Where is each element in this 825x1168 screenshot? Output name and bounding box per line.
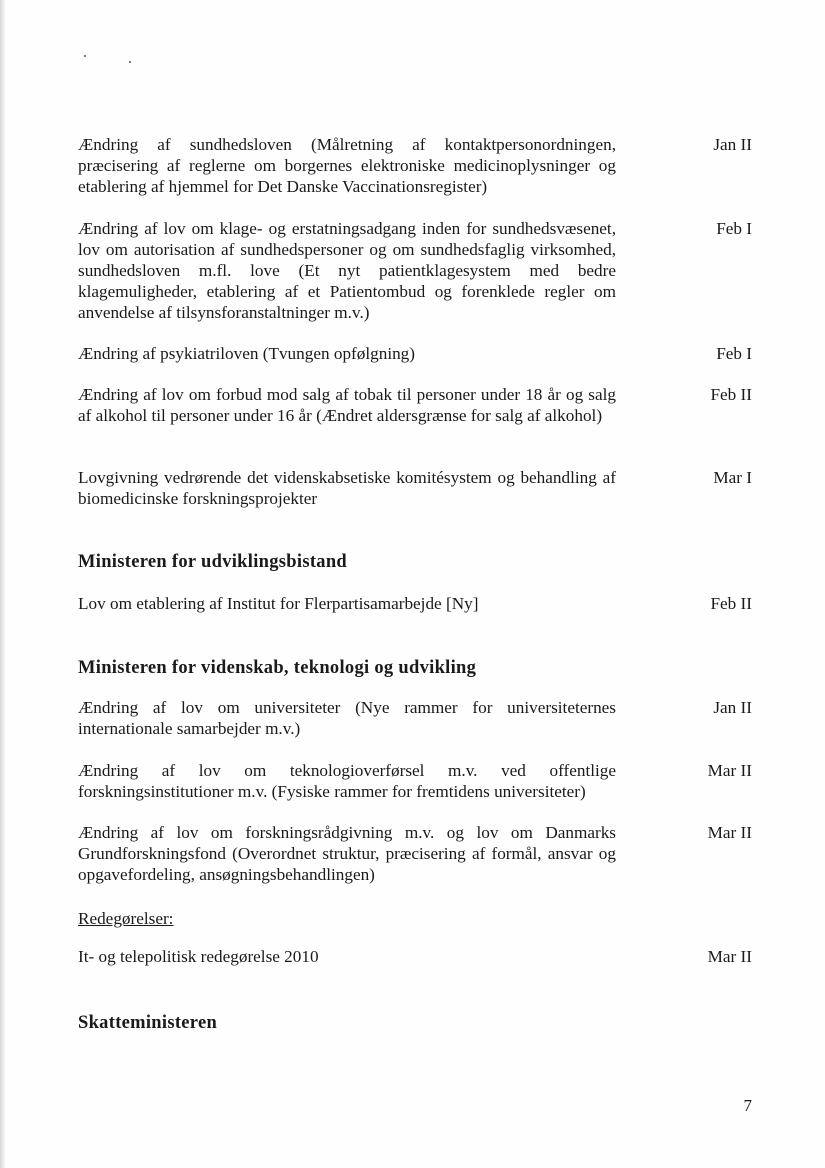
section-heading: Skatteministeren — [78, 1013, 218, 1033]
section-heading: Ministeren for videnskab, teknologi og udvikling — [78, 658, 477, 678]
period-label: Mar II — [707, 761, 752, 780]
scan-edge — [0, 0, 5, 1168]
section-heading: Ministeren for udviklingsbistand — [78, 552, 348, 572]
list-item: Lovgivning vedrørende det videnskabsetiske komitésystem og behandling af biomedicinske forskningsprojekter — [78, 468, 616, 508]
scan-speck — [129, 61, 131, 63]
page-number: 7 — [743, 1096, 752, 1115]
list-item: Ændring af psykiatriloven (Tvungen opfølgning) — [78, 344, 416, 363]
period-label: Mar I — [713, 468, 752, 487]
period-label: Mar II — [707, 947, 752, 966]
subheading: Redegørelser: — [78, 909, 174, 928]
list-item: It- og telepolitisk redegørelse 2010 — [78, 947, 319, 966]
scan-speck — [84, 55, 86, 57]
period-label: Mar II — [707, 823, 752, 842]
period-label: Feb II — [710, 594, 752, 613]
period-label: Feb I — [716, 344, 752, 363]
list-item: Lov om etablering af Institut for Flerpartisamarbejde [Ny] — [78, 594, 479, 613]
list-item: Ændring af lov om forskningsrådgivning m.v. og lov om Danmarks Grundforskningsfond (Overordnet struktur, præcisering af formål, ansvar og opgavefordeling, ansøgningsbehandlingen) — [78, 823, 616, 884]
period-label: Jan II — [713, 135, 752, 154]
list-item: Ændring af lov om universiteter (Nye rammer for universiteternes internationale samarbejder m.v.) — [78, 698, 616, 738]
list-item: Ændring af lov om teknologioverførsel m.v. ved offentlige forskningsinstitutioner m.v. (Fysiske rammer for fremtidens universiteter) — [78, 761, 616, 801]
list-item: Ændring af sundhedsloven (Målretning af kontaktpersonordningen, præcisering af reglerne om borgernes elektroniske medicinoplysninger og etablering af hjemmel for Det Danske Vaccinationsregister) — [78, 135, 616, 196]
list-item: Ændring af lov om forbud mod salg af tobak til personer under 18 år og salg af alkohol til personer under 16 år (Ændret aldersgrænse for salg af alkohol) — [78, 385, 616, 425]
period-label: Jan II — [713, 698, 752, 717]
list-item: Ændring af lov om klage- og erstatningsadgang inden for sundhedsvæsenet, lov om autorisation af sundhedspersoner og om sundhedsfaglig virksomhed, sundhedsloven m.fl. love (Et nyt patientklagesystem med bedre klagemuligheder, etablering af et Patientombud og forenklede regler om anvendelse af tilsynsforanstaltninger m.v.) — [78, 219, 616, 322]
period-label: Feb I — [716, 219, 752, 238]
period-label: Feb II — [710, 385, 752, 404]
